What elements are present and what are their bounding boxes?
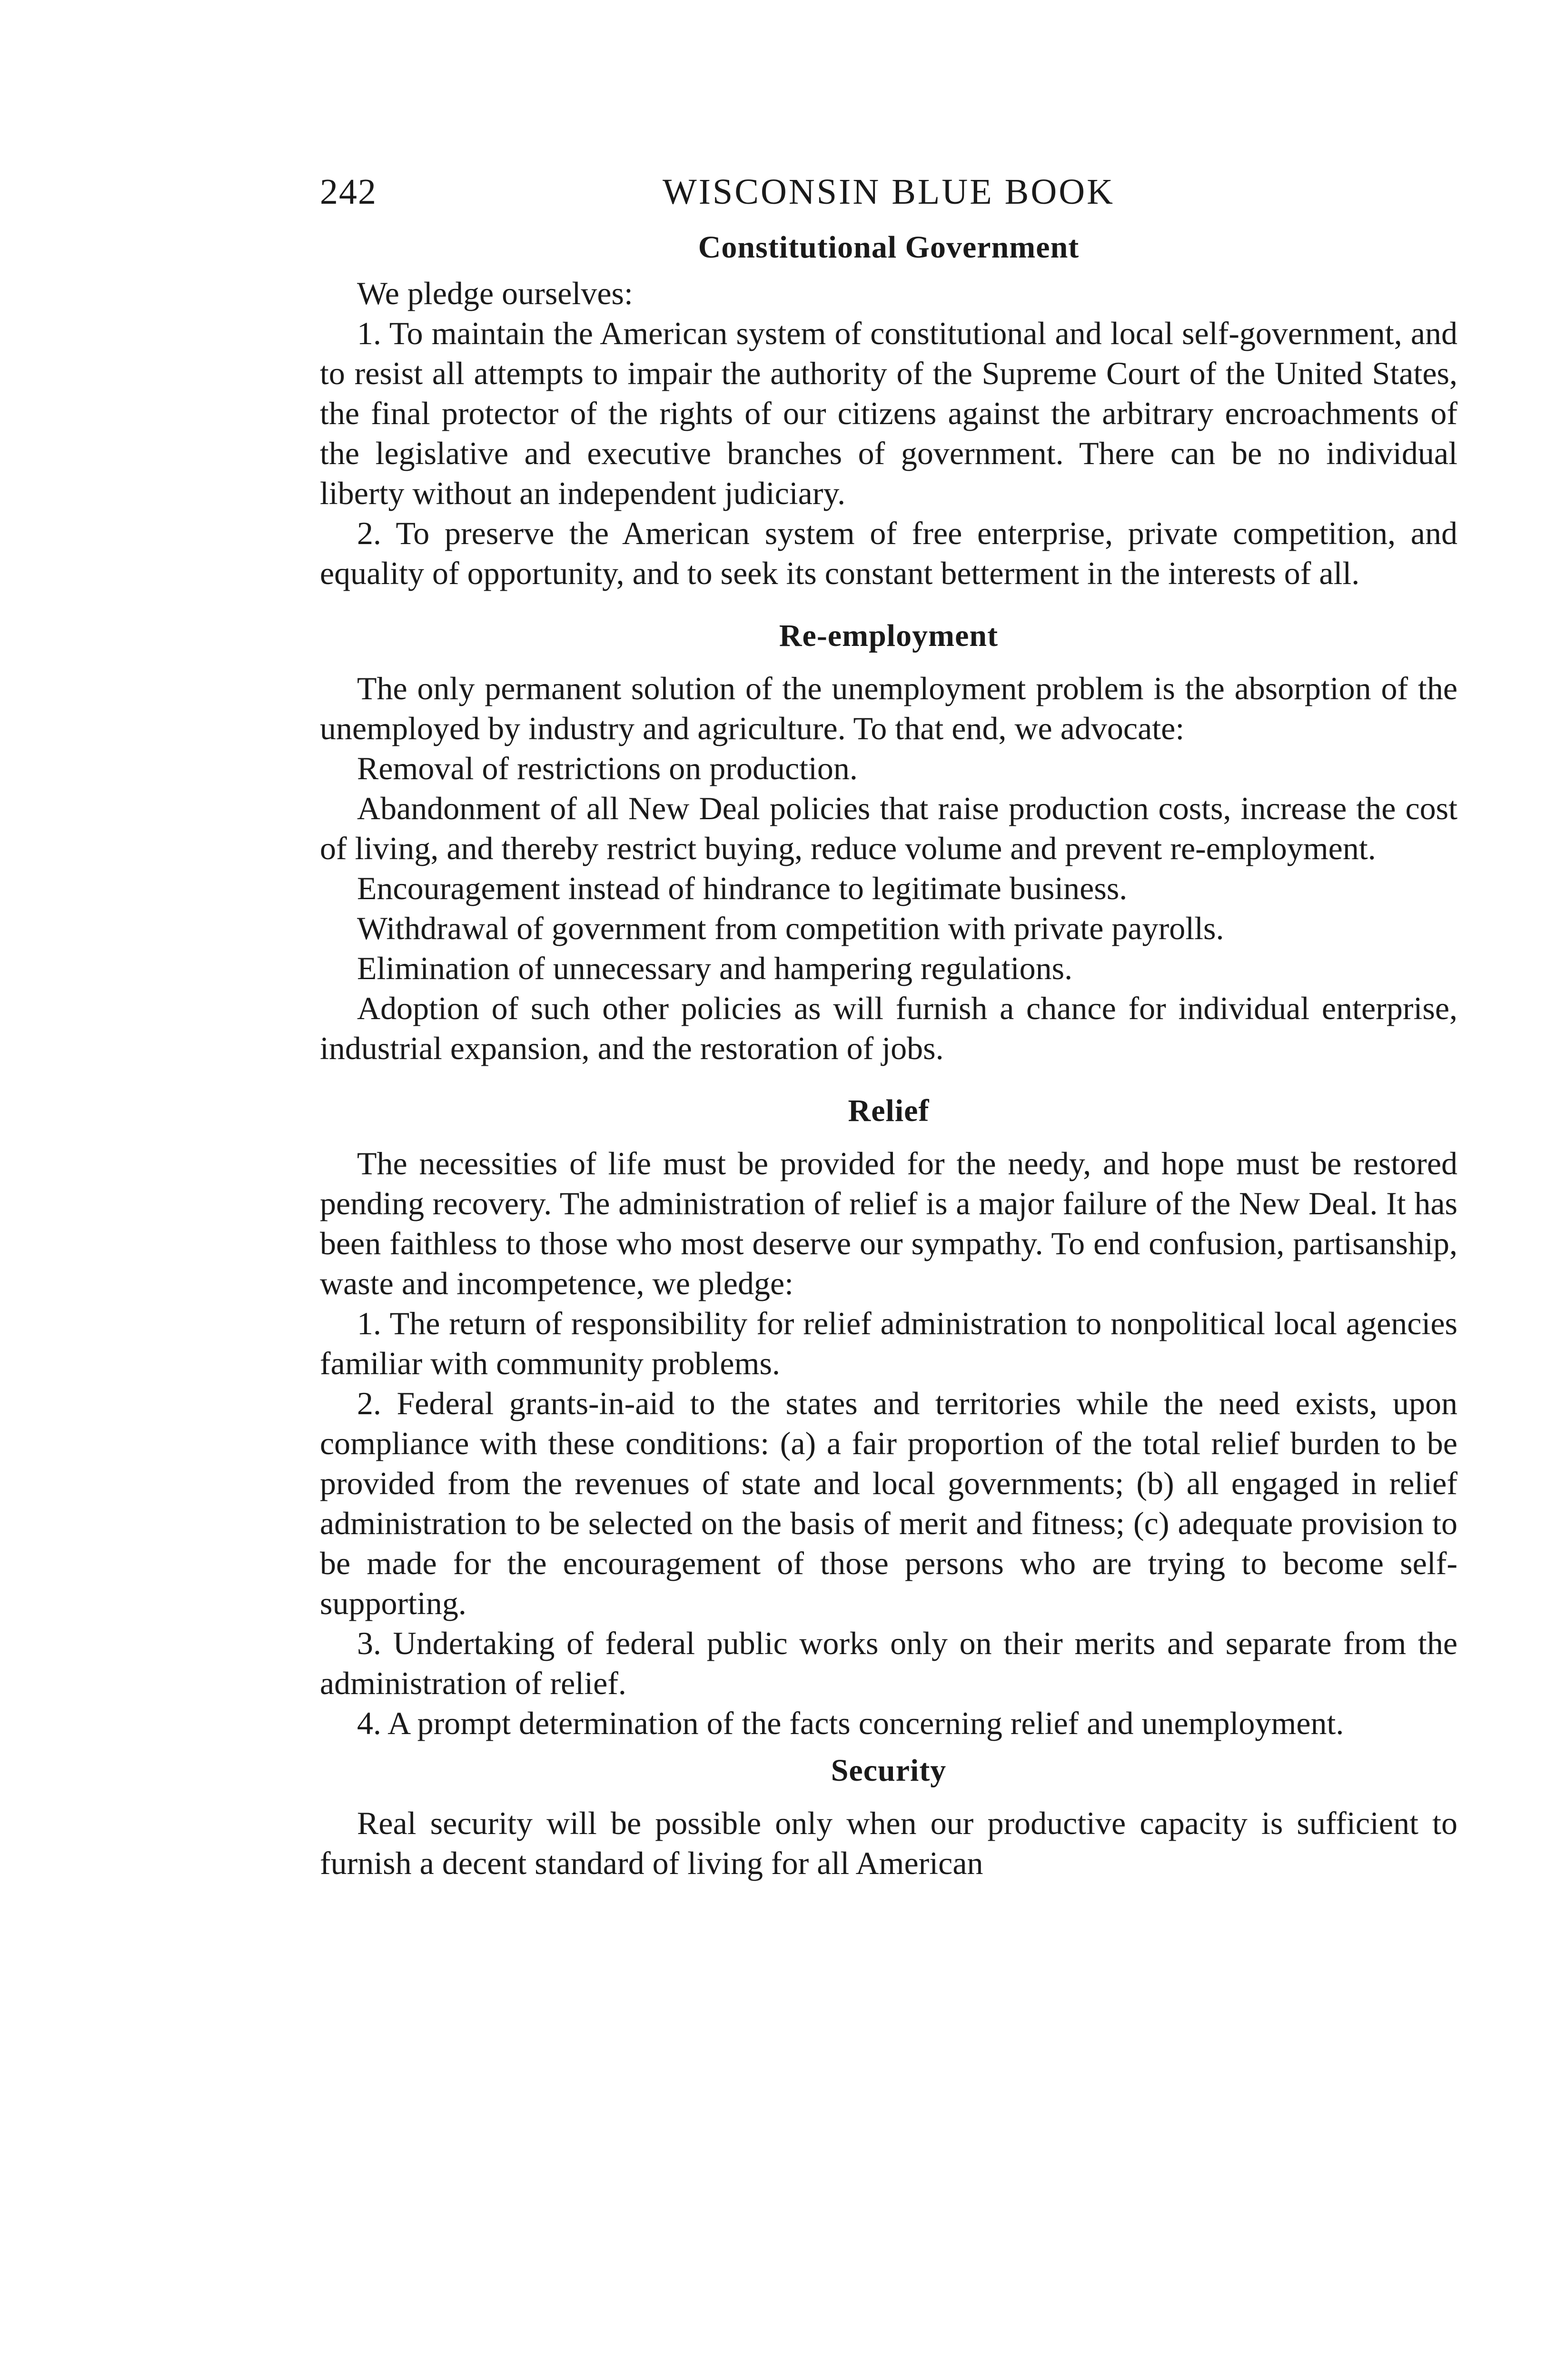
section-re-employment (320, 618, 1457, 1068)
document-page (320, 171, 1457, 1883)
paragraph: Removal of restrictions on production. (357, 750, 858, 786)
paragraph: 3. Undertaking of federal public works only on their merits and separate from the administration of relief. (320, 1625, 1457, 1701)
section-heading: Constitutional Government (698, 230, 1080, 265)
paragraph: The only permanent solution of the unemployment problem is the absorption of the unemployed by industry and agriculture. To that end, we advocate: (320, 670, 1457, 746)
section-relief (320, 1093, 1457, 1743)
section-heading: Re-employment (779, 618, 999, 653)
paragraph: Real security will be possible only when our productive capacity is sufficient to furnish a decent standard of living for all American (320, 1805, 1457, 1881)
section-heading: Security (831, 1753, 947, 1788)
running-head (320, 171, 1457, 224)
book-title: WISCONSIN BLUE BOOK (663, 172, 1115, 212)
page-number: 242 (320, 172, 377, 212)
paragraph: Encouragement instead of hindrance to legitimate business. (357, 870, 1128, 906)
paragraph: Elimination of unnecessary and hampering regulations. (357, 950, 1073, 986)
section-security (320, 1753, 1457, 1883)
section-heading: Relief (848, 1093, 930, 1128)
paragraph: We pledge ourselves: (357, 275, 633, 311)
paragraph: 2. Federal grants-in-aid to the states and territories while the need exists, upon compliance with these conditions: (a) a fair proportion of the total relief burden to be provided from the revenues of state and local governments; (b) all engaged in relief administration to be selected on the basis of merit and fitness; (c) adequate provision to be made for the encouragement of those persons who are trying to become self-supporting. (320, 1385, 1457, 1621)
paragraph: 1. To maintain the American system of constitutional and local self-government, and to resist all attempts to impair the authority of the Supreme Court of the United States, the final protector of the rights of our citizens against the arbitrary encroachments of the legislative and executive branches of government. There can be no individual liberty without an independent judiciary. (320, 315, 1457, 511)
paragraph: Withdrawal of government from competition with private payrolls. (357, 910, 1224, 946)
paragraph: 1. The return of responsibility for relief administration to nonpolitical local agencies familiar with community problems. (320, 1305, 1457, 1381)
paragraph: Abandonment of all New Deal policies that raise production costs, increase the cost of living, and thereby restrict buying, reduce volume and prevent re-employment. (320, 790, 1457, 866)
paragraph: 4. A prompt determination of the facts concerning relief and unemployment. (357, 1705, 1344, 1741)
paragraph: Adoption of such other policies as will furnish a chance for individual enterprise, industrial expansion, and the restoration of jobs. (320, 990, 1457, 1066)
paragraph: 2. To preserve the American system of free enterprise, private competition, and equality of opportunity, and to seek its constant betterment in the interests of all. (320, 515, 1457, 591)
section-constitutional-government (320, 229, 1457, 593)
paragraph: The necessities of life must be provided for the needy, and hope must be restored pending recovery. The administration of relief is a major failure of the New Deal. It has been faithless to those who most deserve our sympathy. To end confusion, partisanship, waste and incompetence, we pledge: (320, 1145, 1457, 1301)
